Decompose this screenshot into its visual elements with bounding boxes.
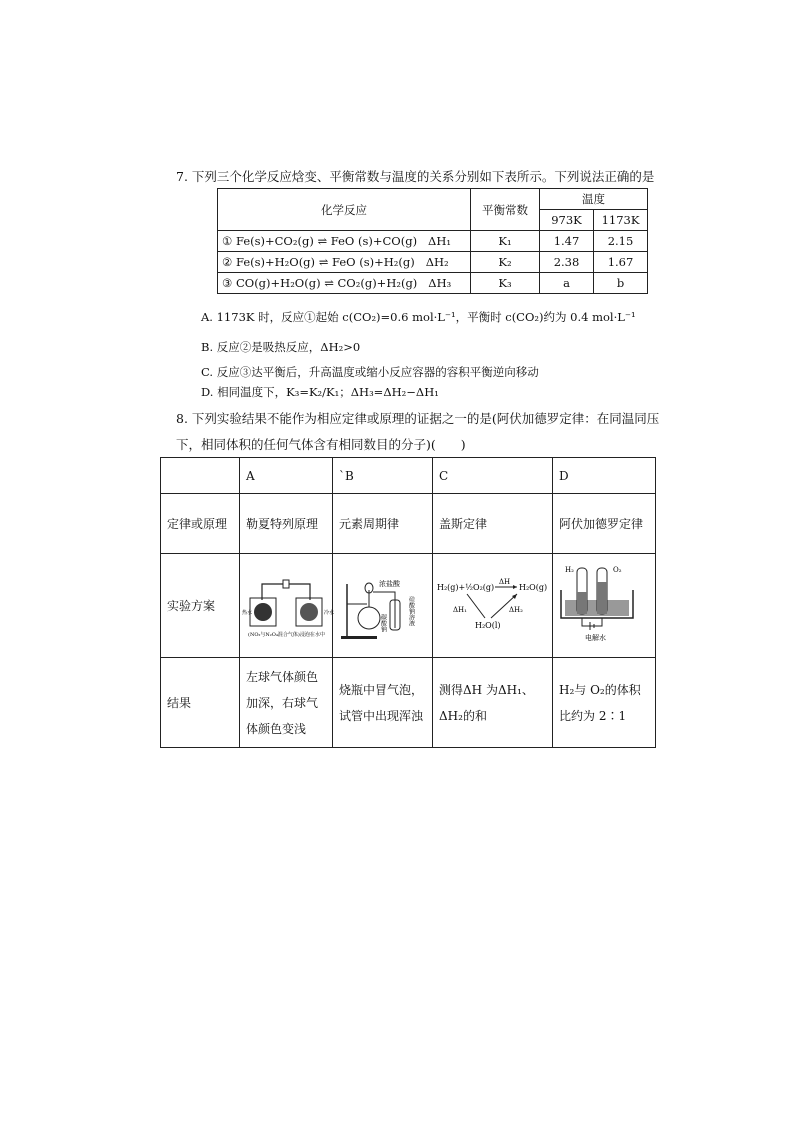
- figure-d: [553, 554, 656, 658]
- h2-label: H₂: [565, 566, 574, 574]
- q7-stem: 7. 下列三个化学反应焓变、平衡常数与温度的关系分别如下表所示。下列说法正确的是: [176, 169, 655, 184]
- col-c: C: [433, 458, 553, 494]
- hess-product: H₂O(g): [519, 583, 548, 592]
- row-label-plan: 实验方案: [161, 554, 240, 658]
- table-row: [218, 231, 648, 252]
- th-t2: 1173K: [594, 210, 648, 231]
- q8-table: [160, 457, 656, 748]
- reaction-eq: ② Fe(s)+H₂O(g) ⇌ FeO (s)+H₂(g): [222, 255, 415, 269]
- k-value: 2.38: [540, 252, 594, 273]
- th-temp: 温度: [540, 189, 648, 210]
- k-symbol: K₂: [471, 252, 540, 273]
- hess-intermediate: H₂O(l): [475, 621, 501, 630]
- reaction-eq: ③ CO(g)+H₂O(g) ⇌ CO₂(g)+H₂(g): [222, 276, 418, 290]
- col-a: A: [240, 458, 333, 494]
- q8-stem: 8. 下列实验结果不能作为相应定律或原理的证据之一的是(阿伏加德罗定律：在同温同压下，相同体积的任何气体含有相同数目的分子)( ): [176, 411, 660, 452]
- row-label-law: 定律或原理: [161, 494, 240, 554]
- law-b: 元素周期律: [333, 494, 433, 554]
- hess-dh: ΔH: [499, 578, 511, 586]
- q7-table: [217, 188, 648, 294]
- hess-reactant: H₂(g)+½O₂(g): [437, 583, 495, 592]
- th-k: 平衡常数: [471, 189, 540, 231]
- reaction-dh: ΔH₁: [428, 234, 451, 248]
- k-value: 1.67: [594, 252, 648, 273]
- law-c: 盖斯定律: [433, 494, 553, 554]
- col-d: D: [553, 458, 656, 494]
- solution-label: 硅酸钠溶液: [407, 596, 415, 626]
- k-value: 2.15: [594, 231, 648, 252]
- electrolysis-label: 电解水: [585, 634, 606, 642]
- figure-a-caption: (NO₂与N₂O₄混合气体)浸泡在水中: [248, 632, 325, 638]
- law-a: 勒夏特列原理: [240, 494, 333, 554]
- option-c: C. 反应③达平衡后，升高温度或缩小反应容器的容积平衡逆向移动: [201, 365, 539, 379]
- th-reaction: 化学反应: [218, 189, 471, 231]
- table-row: [218, 273, 648, 294]
- reaction-dh: ΔH₂: [425, 255, 449, 269]
- reaction-dh: ΔH₃: [428, 276, 452, 290]
- hot-water-label: 热水: [242, 610, 253, 616]
- k-value: 1.47: [540, 231, 594, 252]
- hess-dh1: ΔH₁: [453, 606, 467, 614]
- figure-c: [433, 554, 553, 658]
- option-d: D. 相同温度下，K₃=K₂/K₁；ΔH₃=ΔH₂−ΔH₁: [201, 385, 439, 399]
- option-a: A. 1173K 时，反应①起始 c(CO₂)=0.6 mol·L⁻¹，平衡时 c(CO₂)约为 0.4 mol·L⁻¹: [201, 310, 636, 324]
- hess-dh2: ΔH₂: [509, 606, 523, 614]
- figure-a: [240, 554, 333, 658]
- th-t1: 973K: [540, 210, 594, 231]
- o2-label: O₂: [613, 566, 622, 574]
- acid-label: 浓盐酸: [379, 580, 400, 588]
- k-symbol: K₁: [471, 231, 540, 252]
- col-b: `B: [333, 458, 433, 494]
- k-symbol: K₃: [471, 273, 540, 294]
- cold-water-label: 冷水: [324, 610, 335, 616]
- figure-b: [333, 554, 433, 658]
- k-value: a: [540, 273, 594, 294]
- result-a: 左球气体颜色加深，右球气体颜色变浅: [240, 658, 333, 748]
- option-b: B. 反应②是吸热反应，ΔH₂>0: [201, 340, 361, 354]
- reaction-eq: ① Fe(s)+CO₂(g) ⇌ FeO (s)+CO(g): [222, 234, 418, 248]
- table-row: [218, 252, 648, 273]
- result-c: 测得ΔH 为ΔH₁、ΔH₂的和: [433, 658, 553, 748]
- k-value: b: [594, 273, 648, 294]
- law-d: 阿伏加德罗定律: [553, 494, 656, 554]
- result-b: 烧瓶中冒气泡，试管中出现浑浊: [333, 658, 433, 748]
- solid-label: 碳酸钠: [379, 614, 387, 632]
- row-label-result: 结果: [161, 658, 240, 748]
- result-d: H₂与 O₂的体积比约为 2∶1: [553, 658, 656, 748]
